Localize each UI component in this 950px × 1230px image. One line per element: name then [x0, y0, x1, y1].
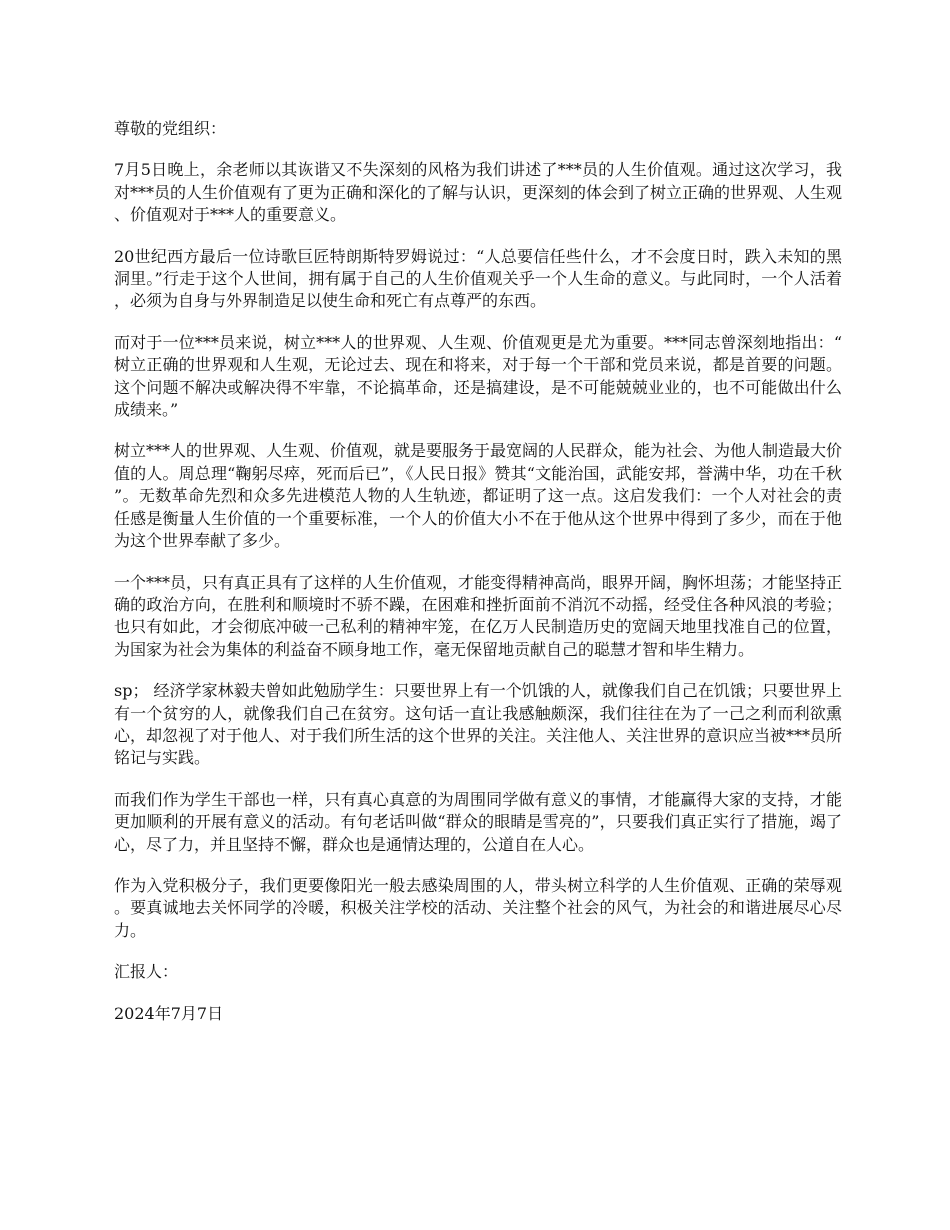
paragraph: 一个***员，只有真正具有了这样的人生价值观，才能变得精神高尚，眼界开阔，胸怀坦荡；才能坚持正确的政治方向，在胜利和顺境时不骄不躁，在困难和挫折面前不消沉不动摇，经受住各种风浪的考验；也只有如此，才会彻底冲破一己私利的精神牢笼，在亿万人民制造历史的宽阔天地里找准自己的位置，为国家为社会为集体的利益奋不顾身地工作，毫无保留地贡献自己的聪慧才智和毕生精力。: [114, 572, 843, 659]
paragraph: 20世纪西方最后一位诗歌巨匠特朗斯特罗姆说过：“人总要信任些什么，才不会度日时，跌入未知的黑洞里。”行走于这个人世间，拥有属于自己的人生价值观关乎一个人生命的意义。与此同时，一个人活着，必须为自身与外界制造足以使生命和死亡有点尊严的东西。: [114, 246, 842, 311]
date-line: 2024年7月7日: [114, 1003, 224, 1023]
paragraph: 7月5日晚上，余老师以其诙谐又不失深刻的风格为我们讲述了***员的人生价值观。通过这次学习，我对***员的人生价值观有了更为正确和深化的了解与认识，更深刻的体会到了树立正确的世界观、人生观、价值观对于***人的重要意义。: [114, 160, 843, 225]
signature-line: 汇报人：: [114, 962, 179, 982]
paragraph: 树立***人的世界观、人生观、价值观，就是要服务于最宽阔的人民群众，能为社会、为他人制造最大价值的人。周总理“鞠躬尽瘁，死而后已”，《人民日报》赞其“文能治国，武能安邦，誉满中华，功在千秋”。无数革命先烈和众多先进模范人物的人生轨迹，都证明了这一点。这启发我们：一个人对社会的责任感是衡量人生价值的一个重要标准，一个人的价值大小不在于他从这个世界中得到了多少，而在于他为这个世界奉献了多少。: [114, 441, 843, 551]
paragraph: 作为入党积极分子，我们更要像阳光一般去感染周围的人，带头树立科学的人生价值观、正确的荣辱观。要真诚地去关怀同学的冷暖，积极关注学校的活动、关注整个社会的风气，为社会的和谐进展尽心尽力。: [114, 875, 842, 940]
paragraph: 而对于一位***员来说，树立***人的世界观、人生观、价值观更是尤为重要。***同志曾深刻地指出：“树立正确的世界观和人生观，无论过去、现在和将来，对于每一个干部和党员来说，都是首要的问题。这个问题不解决或解决得不牢靠，不论搞革命，还是搞建设，是不可能兢兢业业的，也不可能做出什么成绩来。”: [114, 332, 842, 420]
paragraph: sp； 经济学家林毅夫曾如此勉励学生：只要世界上有一个饥饿的人，就像我们自己在饥饿；只要世界上有一个贫穷的人，就像我们自己在贫穷。这句话一直让我感触颇深，我们往往在为了一己之利而利欲熏心，却忽视了对于他人、对于我们所生活的这个世界的关注。关注他人、关注世界的意识应当被***员所铭记与实践。: [114, 681, 843, 768]
salutation: 尊敬的党组织：: [114, 119, 227, 138]
document-page: [114, 118, 842, 1044]
paragraph: 而我们作为学生干部也一样，只有真心真意的为周围同学做有意义的事情，才能赢得大家的支持，才能更加顺利的开展有意义的活动。有句老话叫做“群众的眼睛是雪亮的”，只要我们真正实行了措施，竭了心，尽了力，并且坚持不懈，群众也是通情达理的，公道自在人心。: [114, 789, 842, 854]
